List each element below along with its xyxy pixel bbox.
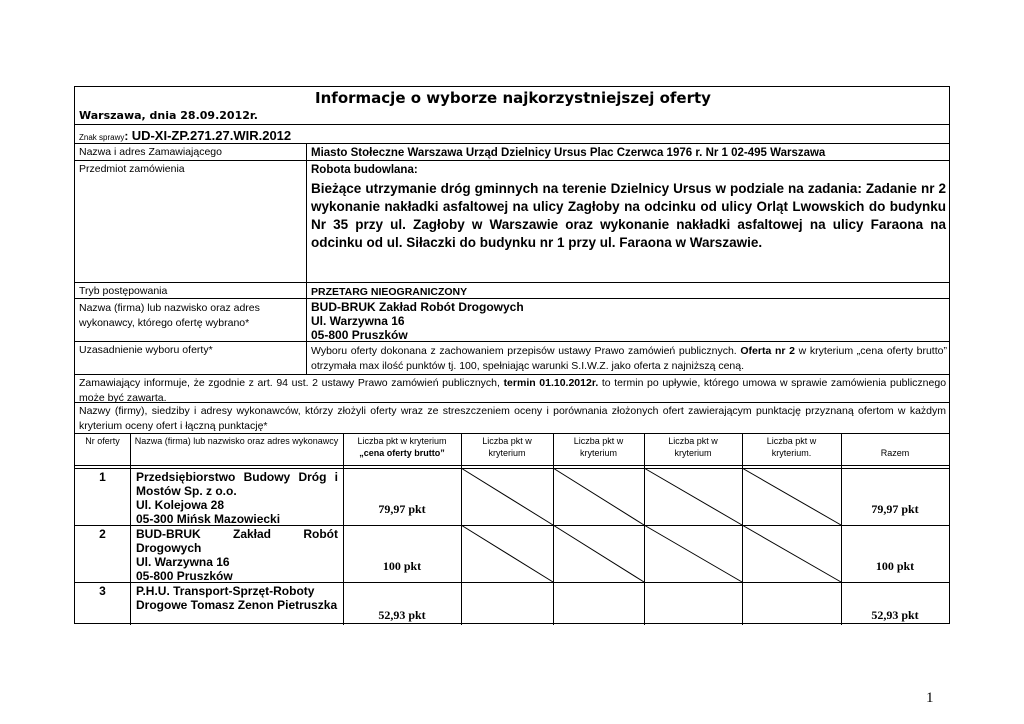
header-c3a: Liczba pkt w: [573, 436, 624, 446]
total-points: 79,97 pkt: [871, 502, 919, 516]
winner-line-2: Ul. Warzywna 16: [311, 314, 405, 328]
empty-cell-strikes: [75, 87, 951, 625]
offer-name: P.H.U. Transport-Sprzęt-Roboty Drogowe Tomasz Zenon Pietruszka: [136, 584, 338, 612]
header-c5a: Liczba pkt w: [766, 436, 817, 446]
subject-heading: Robota budowlana:: [311, 164, 418, 176]
total-points: 52,93 pkt: [871, 608, 919, 622]
reason-bold: Oferta nr 2: [740, 345, 795, 357]
offer-name: BUD-BRUK Zakład Robót Drogowych: [136, 527, 338, 555]
header-c4a: Liczba pkt w: [668, 436, 718, 446]
price-points: 79,97 pkt: [378, 502, 426, 516]
offer-address: Ul. Warzywna 16: [136, 555, 230, 569]
document-frame: [74, 86, 950, 624]
case-number-row: Znak sprawy: UD-XI-ZP.271.27.WIR.2012: [79, 128, 292, 143]
header-c2b: kryterium: [488, 448, 526, 458]
contracting-label: Nazwa i adres Zamawiającego: [79, 146, 222, 158]
offer-name: Przedsiębiorstwo Budowy Dróg i Mostów Sp. z o.o.: [136, 470, 338, 498]
subject-value: Bieżące utrzymanie dróg gminnych na terenie Dzielnicy Ursus w podziale na zadania: Zadanie nr 2 wykonanie nakładki asfaltowej na ulicy Zagłoby na odcinku od ulicy Orląt Lwowskich do budynku Nr 35 przy ul. Zagłoby w Warszawie oraz wykonanie nakładki asfaltowej na ulicy Faraona na odcinku od ul. Siłaczki do budynku nr 1 przy ul. Faraona w Warszawie.: [311, 181, 946, 250]
offer-number: 1: [99, 470, 106, 484]
winner-label: Nazwa (firma) lub nazwisko oraz adres wykonawcy, którego ofertę wybrano*: [79, 302, 260, 329]
notice-bold: termin 01.10.2012r.: [503, 377, 599, 389]
document-title: Informacje o wyborze najkorzystniejszej oferty: [315, 89, 711, 107]
offer-number: 3: [99, 584, 106, 598]
procedure-label: Tryb postępowania: [79, 285, 168, 297]
summary-text: Nazwy (firmy), siedziby i adresy wykonawców, którzy złożyli oferty wraz ze streszczeniem oceny i porównania złożonych ofert zawierającym punktację przyznaną ofertom w każdym kryterium oceny ofert i łączną punktację*: [79, 405, 946, 432]
notice-text-b: to termin po upływie, którego umowa w sprawie zamówienia publicznego może być zawarta.: [79, 377, 947, 404]
total-points: 100 pkt: [875, 559, 915, 573]
winner-line-1: BUD-BRUK Zakład Robót Drogowych: [311, 300, 524, 314]
header-c1a: Liczba pkt w kryterium: [357, 436, 447, 446]
header-no: Nr oferty: [85, 436, 120, 446]
case-label: Znak sprawy: [79, 133, 125, 142]
header-name: Nazwa (firma) lub nazwisko oraz adres wykonawcy: [134, 436, 339, 446]
notice-text-a: Zamawiający informuje, że zgodnie z art. 94 ust. 2 ustawy Prawo zamówień publicznych,: [79, 377, 500, 389]
header-c1b: „cena oferty brutto”: [359, 448, 445, 458]
page-number: 1: [926, 690, 934, 706]
offer-address: Ul. Kolejowa 28: [136, 498, 225, 512]
case-number: UD-XI-ZP.271.27.WIR.2012: [131, 128, 292, 143]
subject-label: Przedmiot zamówienia: [79, 163, 185, 175]
header-c5b: kryterium.: [771, 448, 812, 458]
header-c4b: kryterium: [674, 448, 712, 458]
offer-city: 05-800 Pruszków: [136, 569, 233, 583]
reason-text-a: Wyboru oferty dokonana z zachowaniem przepisów ustawy Prawo zamówień publicznych.: [311, 345, 737, 357]
reason-label: Uzasadnienie wyboru oferty*: [79, 344, 213, 356]
procedure-value: PRZETARG NIEOGRANICZONY: [311, 286, 468, 298]
place-date: Warszawa, dnia 28.09.2012r.: [79, 109, 258, 122]
winner-line-3: 05-800 Pruszków: [311, 328, 408, 342]
header-c2a: Liczba pkt w: [482, 436, 532, 446]
price-points: 52,93 pkt: [378, 608, 426, 622]
price-points: 100 pkt: [382, 559, 422, 573]
header-total: Razem: [880, 448, 910, 458]
contracting-value: Miasto Stołeczne Warszawa Urząd Dzielnicy Ursus Plac Czerwca 1976 r. Nr 1 02-495 Warszawa: [311, 147, 826, 159]
offer-number: 2: [99, 527, 106, 541]
offer-city: 05-300 Mińsk Mazowiecki: [136, 512, 281, 526]
header-c3b: kryterium: [579, 448, 617, 458]
reason-text-b: w kryterium „cena oferty brutto” otrzymała max ilość punktów tj. 100, spełniając warunki S.I.W.Z. jako oferta z najniższą ceną.: [311, 345, 947, 372]
